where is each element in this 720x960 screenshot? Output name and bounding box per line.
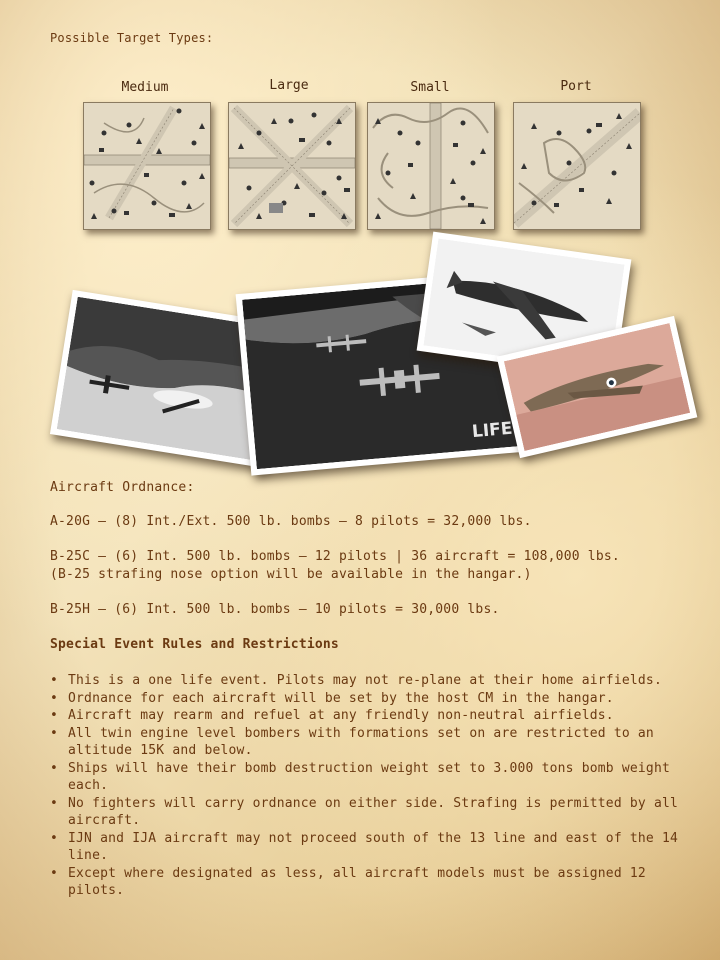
- rule-item: • This is a one life event. Pilots may not re-plane at their home airfields.: [50, 672, 680, 690]
- map-port-airfield: [513, 102, 641, 230]
- rules-list: [50, 672, 680, 900]
- target-label-large: Large: [269, 78, 309, 93]
- rule-item: • Except where designated as less, all aircraft models must be assigned 12 pilots.: [50, 865, 680, 900]
- ordnance-line-b25c: B-25C – (6) Int. 500 lb. bombs – 12 pilots | 36 aircraft = 108,000 lbs. (B-25 strafing nose option will be available in the hangar.): [50, 549, 620, 582]
- rule-item: • Ordnance for each aircraft will be set by the host CM in the hangar.: [50, 690, 680, 708]
- rule-item: • Ships will have their bomb destruction weight set to 3.000 tons bomb weight each.: [50, 760, 680, 795]
- ordnance-line-a20g: A-20G – (8) Int./Ext. 500 lb. bombs – 8 pilots = 32,000 lbs.: [50, 514, 532, 529]
- map-medium-airfield: [83, 102, 211, 230]
- ordnance-line-b25h: B-25H – (6) Int. 500 lb. bombs – 10 pilots = 30,000 lbs.: [50, 602, 500, 617]
- rule-item: • Aircraft may rearm and refuel at any friendly non-neutral airfields.: [50, 707, 680, 725]
- rule-item: • No fighters will carry ordnance on either side. Strafing is permitted by all aircraft.: [50, 795, 680, 830]
- target-label-small: Small: [410, 80, 450, 95]
- rules-title: Special Event Rules and Restrictions: [50, 637, 339, 652]
- ordnance-title: Aircraft Ordnance:: [50, 480, 195, 495]
- life-magazine-logo: LIFE: [471, 418, 514, 443]
- target-label-port: Port: [560, 79, 592, 94]
- rule-item: • All twin engine level bombers with formations set on are restricted to an altitude 15K and below.: [50, 725, 680, 760]
- target-label-medium: Medium: [121, 80, 169, 95]
- page-heading: Possible Target Types:: [50, 31, 214, 45]
- rule-item: • IJN and IJA aircraft may not proceed south of the 13 line and east of the 14 line.: [50, 830, 680, 865]
- map-large-airfield: [228, 102, 356, 230]
- map-small-airfield: [367, 102, 495, 230]
